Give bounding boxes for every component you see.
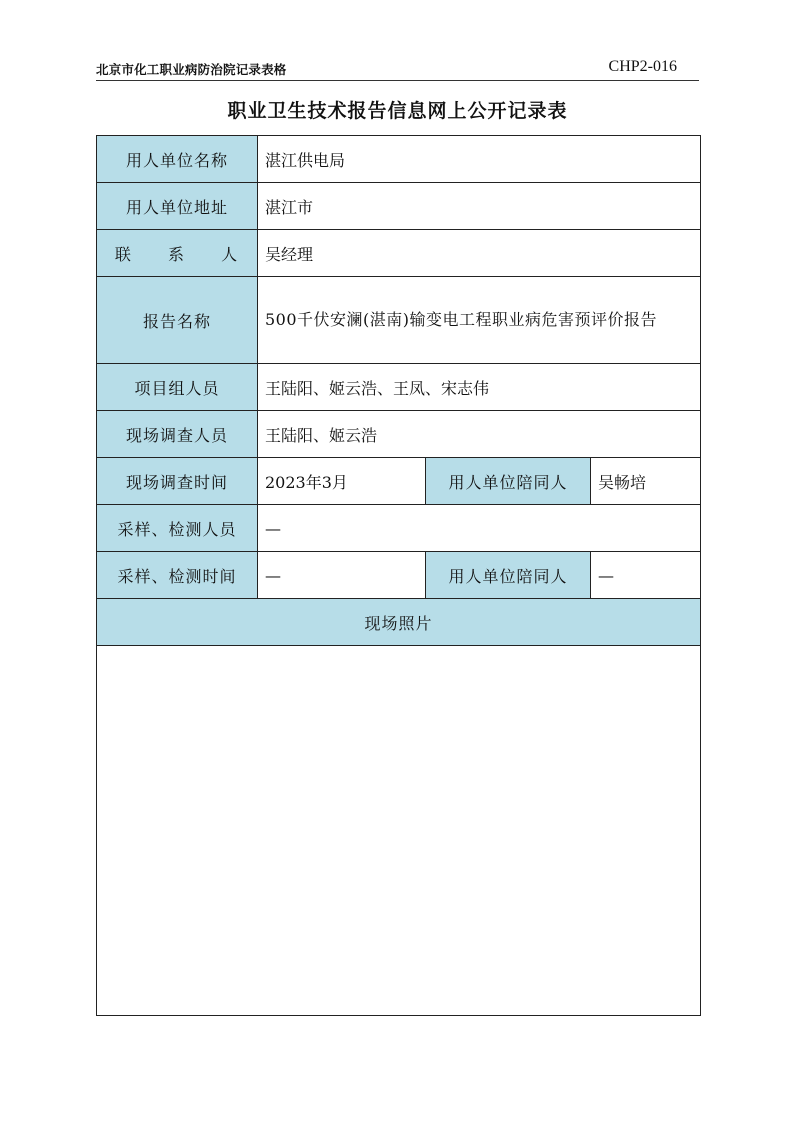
row-photos-area [97, 646, 701, 1016]
survey-companion-value: 吴畅培 [591, 458, 701, 505]
sampling-companion-value: — [591, 552, 701, 599]
row-photos-header [97, 599, 701, 646]
site-photos-area [97, 646, 701, 1016]
survey-staff-value: 王陆阳、姬云浩 [258, 411, 701, 458]
institution-name: 北京市化工职业病防治院记录表格 [96, 62, 287, 77]
contact-label: 联 系 人 [97, 230, 258, 277]
form-code: CHP2-016 [608, 58, 677, 75]
survey-time-value: 2023年3月 [258, 458, 426, 505]
contact-value: 吴经理 [258, 230, 701, 277]
row-project-members [97, 364, 701, 411]
employer-address-label: 用人单位地址 [97, 183, 258, 230]
employer-name-value: 湛江供电局 [258, 136, 701, 183]
sampling-companion-label: 用人单位陪同人 [426, 552, 591, 599]
row-employer-address [97, 183, 701, 230]
record-table [96, 135, 701, 1016]
sampling-time-value: — [258, 552, 426, 599]
row-sampling-time [97, 552, 701, 599]
project-members-value: 王陆阳、姬云浩、王凤、宋志伟 [258, 364, 701, 411]
sampling-staff-value: — [258, 505, 701, 552]
site-photos-label: 现场照片 [97, 599, 701, 646]
survey-companion-label: 用人单位陪同人 [426, 458, 591, 505]
survey-time-label: 现场调查时间 [97, 458, 258, 505]
report-name-label: 报告名称 [97, 277, 258, 364]
sampling-staff-label: 采样、检测人员 [97, 505, 258, 552]
row-report-name [97, 277, 701, 364]
row-survey-staff [97, 411, 701, 458]
sampling-time-label: 采样、检测时间 [97, 552, 258, 599]
survey-staff-label: 现场调查人员 [97, 411, 258, 458]
row-employer-name [97, 136, 701, 183]
project-members-label: 项目组人员 [97, 364, 258, 411]
employer-address-value: 湛江市 [258, 183, 701, 230]
page-title: 职业卫生技术报告信息网上公开记录表 [227, 100, 568, 122]
row-survey-time [97, 458, 701, 505]
page-header [96, 56, 699, 81]
row-sampling-staff [97, 505, 701, 552]
row-contact [97, 230, 701, 277]
report-name-value: 500千伏安澜(湛南)输变电工程职业病危害预评价报告 [258, 277, 701, 364]
employer-name-label: 用人单位名称 [97, 136, 258, 183]
